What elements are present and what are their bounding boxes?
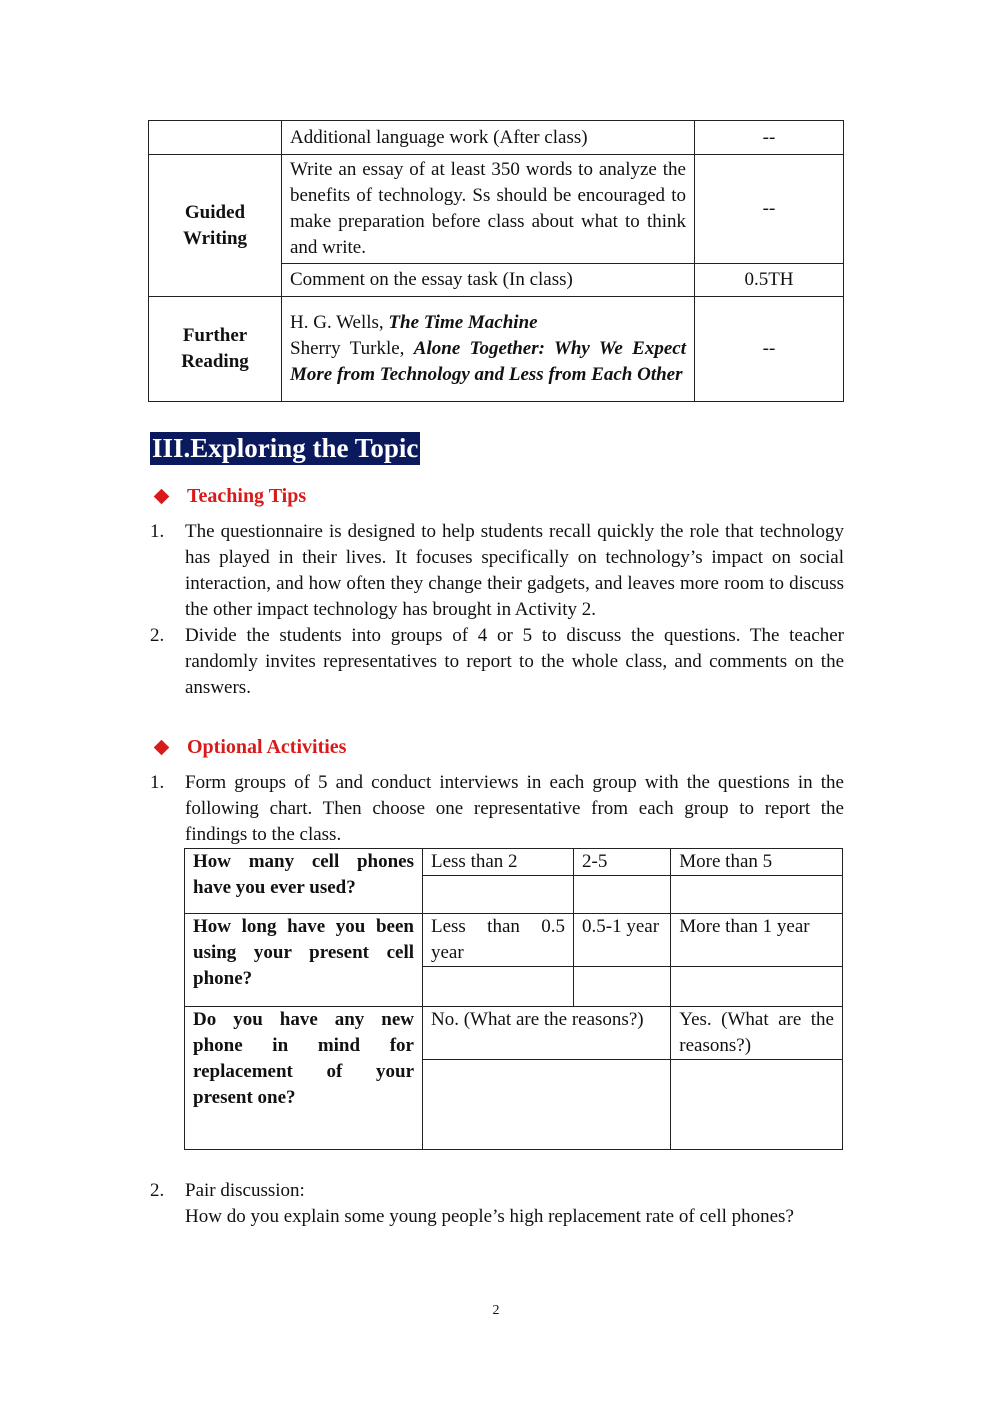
discussion-question: How do you explain some young people’s high replacement rate of cell phones?: [185, 1206, 794, 1227]
answer-cell: [671, 967, 843, 1007]
activity-cell: Additional language work (After class): [282, 121, 695, 155]
list-item: 2. Pair discussion:: [150, 1180, 305, 1201]
page-number: 2: [492, 1303, 500, 1318]
survey-option: 2-5: [574, 849, 671, 876]
activity-cell: Comment on the essay task (In class): [282, 264, 695, 297]
section-label-guided-writing: Guided Writing: [149, 155, 282, 297]
reading-item: Sherry Turkle, Alone Together: Why We Expect More from Technology and Less from Each Other: [290, 338, 686, 385]
time-cell: --: [695, 121, 844, 155]
table-row: [149, 155, 844, 264]
survey-option: More than 1 year: [671, 914, 843, 967]
table-row: [185, 914, 843, 967]
time-cell: --: [695, 297, 844, 402]
survey-option: 0.5-1 year: [574, 914, 671, 967]
answer-cell: [423, 1060, 671, 1150]
list-item: 1. The questionnaire is designed to help students recall quickly the role that technology has played in their lives. It focuses specifically on technology’s impact on social interaction, and how often they change their gadgets, and leaves more room to discuss the other impact technology has brought in Activity 2.: [150, 521, 844, 620]
reading-list-cell: [282, 297, 695, 402]
survey-table: [184, 848, 843, 1150]
book-title: The Time Machine: [388, 312, 538, 333]
survey-question: Do you have any new phone in mind for replacement of your present one?: [185, 1007, 423, 1150]
diamond-bullet-icon: [154, 740, 170, 756]
lesson-plan-table: [148, 120, 844, 402]
optional-activities-list: [150, 770, 844, 848]
survey-option: Yes. (What are the reasons?): [671, 1007, 843, 1060]
survey-question: How long have you been using your present cell phone?: [185, 914, 423, 1007]
answer-cell: [423, 967, 574, 1007]
table-row: [185, 1007, 843, 1060]
time-cell: 0.5TH: [695, 264, 844, 297]
survey-option: More than 5: [671, 849, 843, 876]
answer-cell: [423, 876, 574, 914]
list-item: 2. Divide the students into groups of 4 or 5 to discuss the questions. The teacher randomly invites representatives to report to the whole class, and comments on the answers.: [150, 625, 844, 698]
reading-item: H. G. Wells, The Time Machine: [290, 312, 538, 333]
activity-cell: Write an essay of at least 350 words to analyze the benefits of technology. Ss should be encouraged to make preparation before class about what to think and write.: [282, 155, 695, 264]
optional-activities-heading: Optional Activities: [152, 734, 346, 760]
book-title: Alone Together: Why We Expect More from Technology and Less from Each Other: [290, 338, 686, 385]
survey-option: Less than 2: [423, 849, 574, 876]
diamond-bullet-icon: [154, 489, 170, 505]
answer-cell: [574, 967, 671, 1007]
table-row: [149, 297, 844, 402]
table-cell: [149, 121, 282, 155]
survey-option: No. (What are the reasons?): [423, 1007, 671, 1060]
teaching-tips-heading: Teaching Tips: [152, 483, 306, 509]
list-item: 1. Form groups of 5 and conduct interviews in each group with the questions in the following chart. Then choose one representative from each group to report the findings to the class.: [150, 772, 844, 845]
teaching-tips-list: [150, 519, 844, 701]
survey-option: Less than 0.5 year: [423, 914, 574, 967]
table-row: [149, 121, 844, 155]
time-cell: --: [695, 155, 844, 264]
answer-cell: [671, 1060, 843, 1150]
answer-cell: [574, 876, 671, 914]
answer-cell: [671, 876, 843, 914]
section-title: III.Exploring the Topic: [152, 433, 419, 463]
section-label-further-reading: Further Reading: [149, 297, 282, 402]
table-row: [185, 849, 843, 876]
survey-question: How many cell phones have you ever used?: [185, 849, 423, 914]
